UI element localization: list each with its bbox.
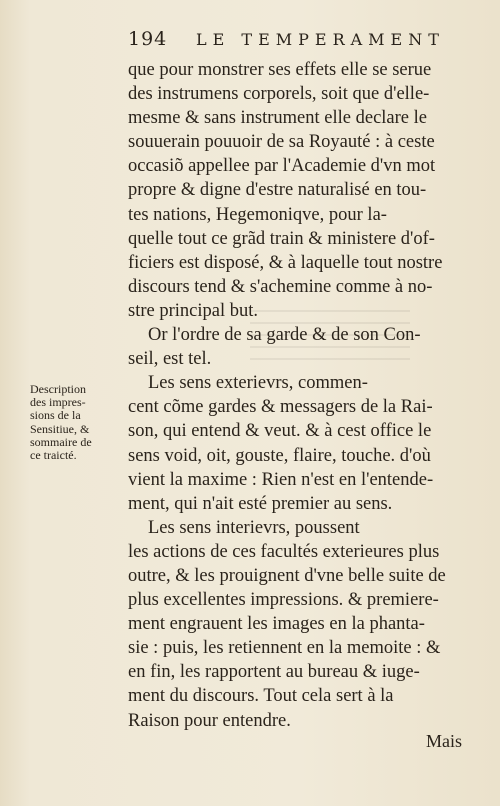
- text-line: seil, est tel.: [128, 349, 212, 370]
- text-line: Raison pour entendre.: [128, 710, 291, 731]
- text-line: cent cõme gardes & messagers de la Rai-: [128, 397, 433, 418]
- text-line: ficiers est disposé, & à laquelle tout nostre: [128, 252, 443, 273]
- text-line: les actions de ces facultés exterieures plus: [128, 541, 440, 562]
- text-line: sie : puis, les retiennent en la memoite : &: [128, 638, 441, 659]
- margin-note-line: Description: [30, 382, 86, 396]
- margin-note-line: sommaire de: [30, 434, 92, 449]
- paragraph-start-line: Or l'ordre de sa garde & de son Con-: [148, 325, 421, 346]
- text-line: ment du discours. Tout cela sert à la: [128, 686, 394, 707]
- text-line: plus excellentes impressions. & premiere-: [128, 590, 439, 611]
- text-line: ment engrauent les images en la phanta-: [128, 614, 425, 635]
- running-head: LE TEMPERAMENT: [196, 30, 445, 49]
- text-line: occasiõ appellee par l'Academie d'vn mot: [128, 156, 436, 177]
- catchword: Mais: [426, 731, 462, 751]
- page-header: [128, 28, 478, 54]
- text-line: ment, qui n'ait esté premier au sens.: [128, 493, 393, 514]
- text-line: en fin, les rapportent au bureau & iuge-: [128, 662, 420, 683]
- paragraph-start-line: Les sens exterievrs, commen-: [148, 373, 368, 394]
- text-line: propre & digne d'estre naturalisé en tou-: [128, 180, 427, 201]
- margin-note: [30, 383, 124, 462]
- paragraph-start-line: Les sens interievrs, poussent: [148, 517, 360, 538]
- text-line: discours tend & s'achemine comme à no-: [128, 276, 433, 297]
- text-line: stre principal but.: [128, 300, 258, 321]
- body-text: [128, 58, 480, 733]
- margin-note-line: Sensitiue, &: [30, 421, 90, 436]
- text-line: tes nations, Hegemoniqve, pour la-: [128, 204, 387, 225]
- text-line: des instrumens corporels, soit que d'elle-: [128, 84, 430, 105]
- text-line: vient la maxime : Rien n'est en l'entende-: [128, 469, 434, 490]
- text-line: souuerain pouuoir de sa Royauté : à ceste: [128, 132, 435, 153]
- text-line: que pour monstrer ses effets elle se serue: [128, 60, 432, 80]
- text-line: son, qui entend & veut. & à cest office le: [128, 421, 432, 442]
- page-number: 194: [128, 28, 168, 50]
- text-line: outre, & les prouignent d'vne belle suite de: [128, 565, 446, 586]
- margin-note-line: ce traicté.: [30, 448, 77, 463]
- text-line: quelle tout ce grãd train & ministere d'of-: [128, 228, 435, 249]
- margin-note-line: sions de la: [30, 408, 81, 423]
- margin-note-line: des impres-: [30, 395, 86, 410]
- text-line: mesme & sans instrument elle declare le: [128, 108, 427, 129]
- text-line: sens void, oit, gouste, flaire, touche. d'où: [128, 445, 431, 466]
